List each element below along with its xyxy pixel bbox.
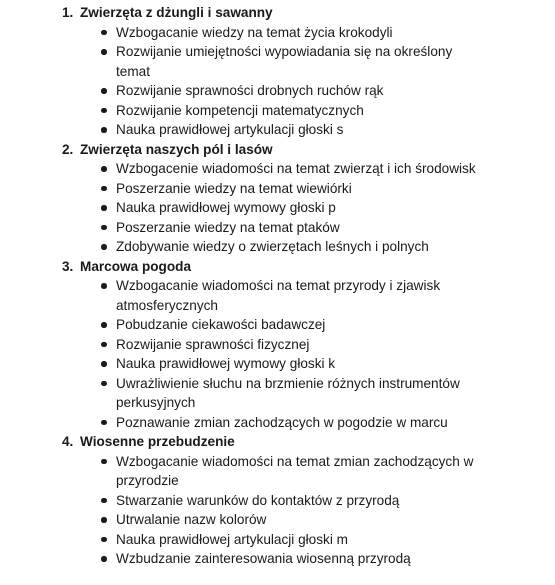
section-title-text: Marcowa pogoda (80, 258, 192, 274)
list-item-text: Pobudzanie ciekawości badawczej (116, 317, 326, 332)
section-number: 3. (62, 258, 74, 274)
list-item (0, 452, 555, 491)
bullet-icon (101, 420, 107, 426)
bullet-icon (101, 537, 107, 543)
section-items (0, 276, 555, 432)
bullet-icon (101, 459, 107, 465)
bullet-icon (101, 517, 107, 523)
list-item (0, 491, 555, 511)
bullet-icon (101, 205, 107, 211)
section-items (0, 452, 555, 569)
section-title (0, 257, 555, 277)
list-item (0, 510, 555, 530)
list-item-text: Uwrażliwienie słuchu na brzmienie różnych instrumentów perkusyjnych (116, 375, 460, 410)
bullet-icon (101, 322, 107, 328)
bullet-icon (101, 244, 107, 250)
list-item-text: Wzbogacanie wiadomości na temat przyrody i zjawisk atmosferycznych (116, 278, 441, 313)
bullet-icon (101, 127, 107, 133)
list-item (0, 335, 555, 355)
list-item (0, 530, 555, 550)
bullet-icon (101, 342, 107, 348)
list-item (0, 23, 555, 43)
list-item-text: Utrwalanie nazw kolorów (116, 512, 267, 527)
list-item (0, 101, 555, 121)
section-3 (0, 257, 555, 433)
bullet-icon (101, 108, 107, 114)
list-item (0, 42, 555, 81)
section-title-text: Wiosenne przebudzenie (80, 434, 235, 449)
section-items (0, 159, 555, 257)
list-item (0, 549, 555, 569)
list-item-text: Rozwijanie umiejętności wypowiadania się na określony temat (116, 44, 453, 79)
list-item (0, 179, 555, 199)
list-item (0, 218, 555, 238)
list-item (0, 198, 555, 218)
section-number: 1. (62, 5, 74, 20)
bullet-icon (101, 283, 107, 289)
list-item (0, 159, 555, 179)
list-item (0, 237, 555, 257)
section-title (0, 3, 555, 23)
bullet-icon (101, 381, 107, 387)
list-item (0, 81, 555, 101)
bullet-icon (101, 556, 107, 562)
list-item-text: Rozwijanie sprawności drobnych ruchów rąk (116, 83, 384, 98)
list-item-text: Nauka prawidłowej wymowy głoski k (116, 356, 336, 371)
list-item-text: Nauka prawidłowej artykulacji głoski m (116, 531, 348, 547)
list-item (0, 276, 555, 315)
section-title-text: Zwierzęta z dżungli i sawanny (80, 5, 273, 20)
bullet-icon (101, 166, 107, 172)
list-item-text: Stwarzanie warunków do kontaktów z przyrodą (116, 492, 400, 508)
section-title-text: Zwierzęta naszych pól i lasów (80, 141, 273, 157)
bullet-icon (101, 361, 107, 367)
section-items (0, 23, 555, 140)
bullet-icon (101, 88, 107, 94)
section-4 (0, 432, 555, 569)
list-item-text: Zdobywanie wiedzy o zwierzętach leśnych i polnych (116, 239, 429, 254)
list-item-text: Rozwijanie kompetencji matematycznych (116, 102, 364, 118)
list-item (0, 413, 555, 433)
bullet-icon (101, 49, 107, 55)
bullet-icon (101, 186, 107, 192)
section-number: 4. (62, 434, 74, 449)
list-item-text: Rozwijanie sprawności fizycznej (116, 336, 310, 352)
list-item-text: Nauka prawidłowej artykulacji głoski s (116, 122, 344, 137)
list-item (0, 354, 555, 374)
section-title (0, 432, 555, 452)
section-list (0, 3, 555, 569)
section-1 (0, 3, 555, 140)
list-item (0, 315, 555, 335)
list-item-text: Wzbogacenie wiadomości na temat zwierząt i ich środowisk (116, 161, 476, 176)
list-item (0, 120, 555, 140)
section-title (0, 140, 555, 160)
section-2 (0, 140, 555, 257)
list-item-text: Wzbogacanie wiedzy na temat życia krokodyli (116, 24, 393, 40)
bullet-icon (101, 225, 107, 231)
list-item-text: Poszerzanie wiedzy na temat ptaków (116, 219, 340, 235)
list-item-text: Wzbudzanie zainteresowania wiosenną przyrodą (116, 551, 411, 566)
bullet-icon (101, 498, 107, 504)
list-item-text: Nauka prawidłowej wymowy głoski p (116, 200, 336, 215)
list-item-text: Poszerzanie wiedzy na temat wiewiórki (116, 180, 352, 196)
bullet-icon (101, 30, 107, 36)
list-item-text: Wzbogacanie wiadomości na temat zmian zachodzących w przyrodzie (116, 453, 474, 488)
list-item (0, 374, 555, 413)
section-number: 2. (62, 141, 74, 157)
list-item-text: Poznawanie zmian zachodzących w pogodzie w marcu (116, 414, 448, 430)
